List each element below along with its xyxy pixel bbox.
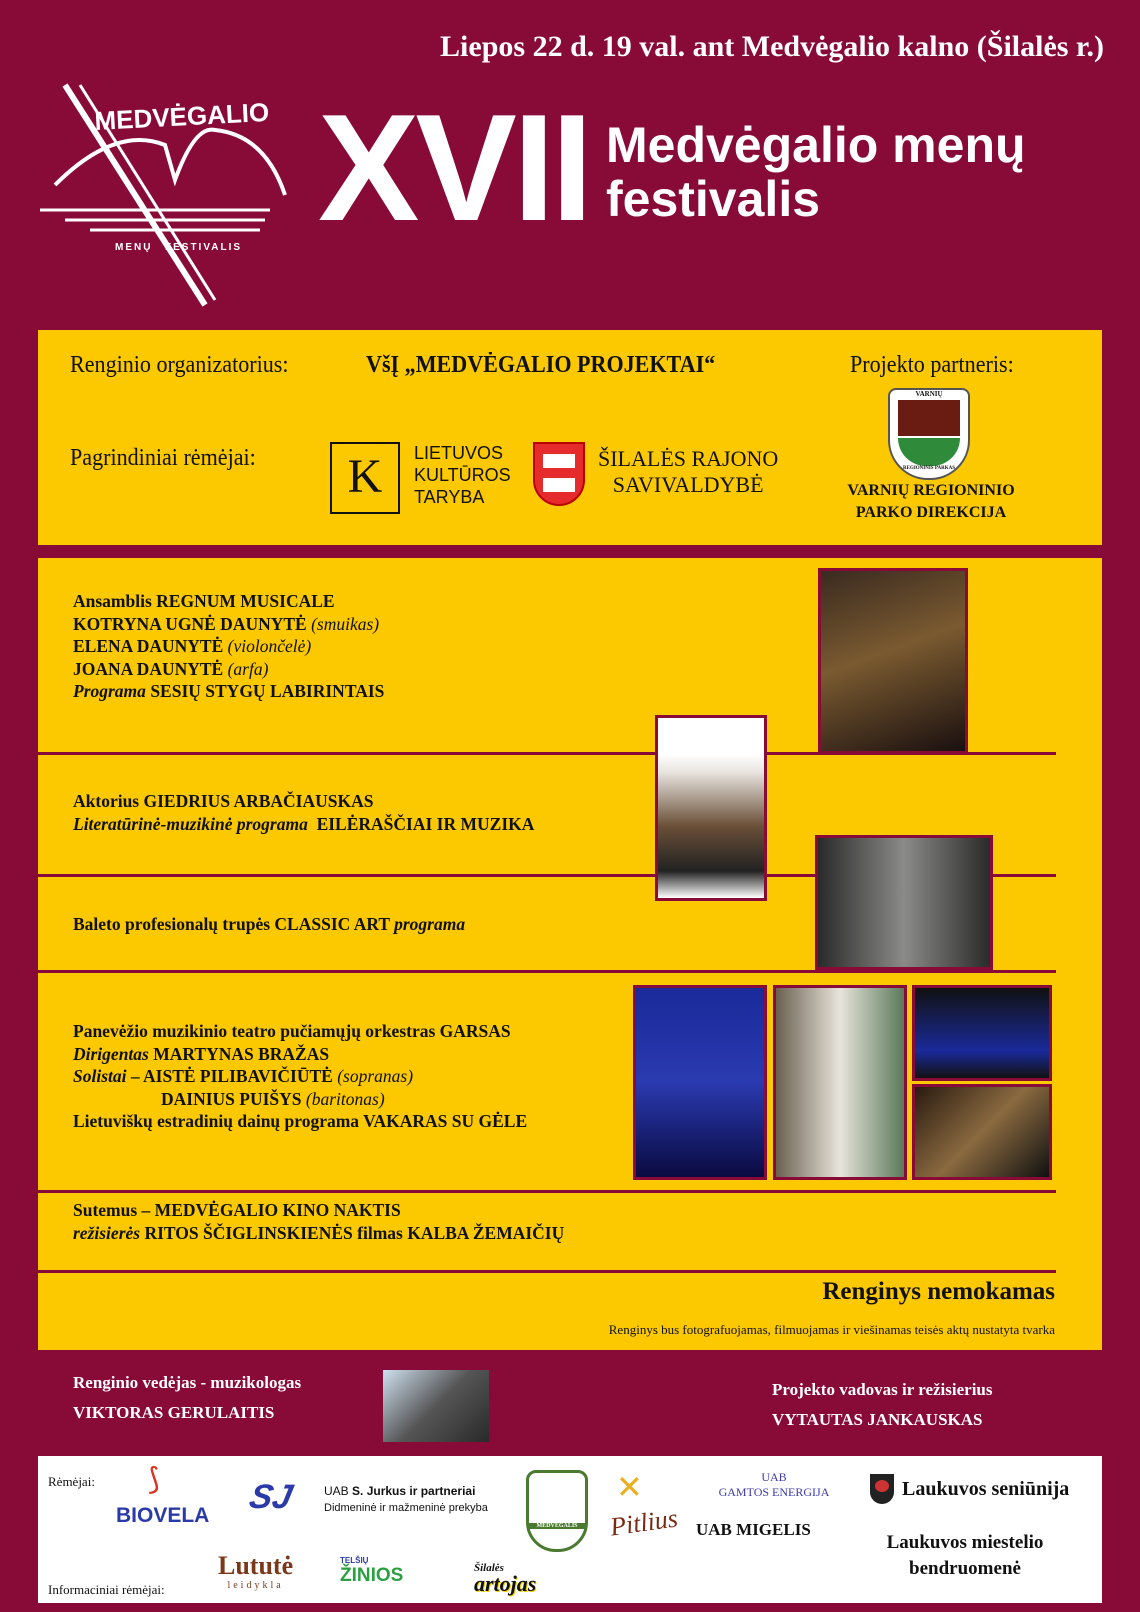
telsiu-title: ŽINIOS — [340, 1565, 404, 1586]
role-label: Dirigentas — [73, 1043, 149, 1064]
role-label: Solistai — [73, 1066, 127, 1086]
performer: DAINIUS PUIŠYS — [161, 1088, 302, 1109]
photo-regnum-musicale — [818, 568, 968, 754]
lkt-line: LIETUVOS — [414, 443, 504, 463]
logo-word: MEDVĖGALIO — [93, 96, 270, 136]
program-line: Panevėžio muzikinio teatro pučiamųjų orkestras GARSAS — [73, 1021, 511, 1041]
jurkus-name — [324, 1484, 475, 1498]
gamtos-energija — [694, 1470, 854, 1500]
date-location: Liepos 22 d. 19 val. ant Medvėgalio kalno (Šilalės r.) — [440, 30, 1104, 63]
voice: (baritonas) — [305, 1088, 385, 1109]
laukuva-seniunija: Laukuvos seniūnija — [902, 1478, 1070, 1500]
photo-giedrius-arbaciauskas — [655, 715, 767, 901]
performer: MARTYNAS BRAŽAS — [153, 1043, 330, 1064]
program-item-kino-naktis — [73, 1199, 564, 1244]
main-sponsors-label: Pagrindiniai rėmėjai: — [70, 445, 256, 471]
director-name: VYTAUTAS JANKAUSKAS — [772, 1410, 983, 1429]
community-line: Laukuvos miestelio — [886, 1532, 1044, 1553]
program-title: RITOS ŠČIGLINSKIENĖS filmas KALBA ŽEMAIČIŲ — [144, 1222, 565, 1243]
lutute-sub: leidykla — [227, 1580, 284, 1591]
divider — [38, 1270, 1056, 1273]
instrument: (violončelė) — [227, 636, 312, 656]
biovela-logo: BIOVELA — [116, 1504, 210, 1527]
biovela-deer-icon: ⟆ — [148, 1463, 160, 1496]
program-line: Baleto profesionalų trupės CLASSIC ART — [73, 914, 390, 934]
organizers-panel — [38, 330, 1102, 545]
logo-word: MENŲ — [115, 242, 153, 253]
lkt-line: KULTŪROS — [414, 465, 511, 485]
divider — [38, 970, 1056, 973]
photo-viktoras-gerulaitis — [383, 1370, 489, 1442]
free-entry: Renginys nemokamas — [822, 1278, 1055, 1305]
lkt-letter: K — [347, 450, 383, 503]
gamtos-line: UAB — [761, 1470, 787, 1484]
program-label: Programa — [73, 681, 146, 701]
silales-artojas-logo — [474, 1562, 536, 1594]
partner-name — [833, 480, 1029, 524]
program-panel — [38, 558, 1102, 1350]
program-item-classic-art — [73, 913, 465, 936]
jurkus-logo: SJ — [246, 1478, 296, 1516]
photo-dainius-puisys — [912, 1084, 1052, 1180]
medvegalis-logo — [526, 1470, 588, 1552]
migelis: UAB MIGELIS — [696, 1520, 811, 1539]
title-line: Medvėgalio menų — [606, 117, 1026, 173]
silale-name — [598, 446, 778, 498]
performer: JOANA DAUNYTĖ — [73, 658, 224, 679]
program-label: programa — [394, 914, 466, 934]
silale-line: ŠILALĖS RAJONO — [598, 446, 779, 471]
program-item-regnum-musicale — [73, 590, 384, 703]
host-label: Renginio vedėjas - muzikologas — [73, 1373, 302, 1392]
host-name: VIKTORAS GERULAITIS — [73, 1403, 275, 1422]
telsiu-top: TELŠIŲ — [340, 1556, 369, 1565]
lutute-logo — [218, 1552, 293, 1591]
partner-label: Projekto partneris: — [850, 352, 1014, 378]
photo-martynas-brazas — [633, 985, 767, 1180]
divider — [38, 1190, 1056, 1193]
program-item-garsas — [73, 1020, 527, 1133]
photo-aiste-pilibaviciute — [773, 985, 907, 1180]
artojas-title: artojas — [474, 1571, 537, 1596]
partner-line: PARKO DIREKCIJA — [855, 504, 1007, 521]
laukuva-coat-of-arms-icon — [870, 1474, 894, 1504]
performer: ELENA DAUNYTĖ — [73, 636, 224, 656]
title-line: festivalis — [606, 171, 821, 227]
lkt-name — [414, 442, 511, 508]
program-line: Lietuviškų estradinių dainų programa VAKARAS SU GĖLE — [73, 1111, 528, 1131]
program-item-arbaciauskas — [73, 790, 534, 835]
festival-title — [606, 118, 1026, 226]
windmill-icon: ✕ — [616, 1469, 643, 1505]
laukuva-community — [860, 1530, 1070, 1582]
organizer-name: VšĮ „MEDVĖGALIO PROJEKTAI“ — [366, 352, 716, 378]
sponsors-panel — [38, 1456, 1102, 1603]
instrument: (smuikas) — [311, 613, 380, 634]
artojas-top: Šilalės — [474, 1562, 504, 1574]
partner-line: VARNIŲ REGIONINIO — [847, 482, 1015, 499]
photo-classic-art — [815, 835, 993, 970]
festival-logo — [35, 75, 315, 310]
sponsors-label: Rėmėjai: — [48, 1474, 95, 1489]
lutute-title: Lututė — [218, 1551, 294, 1580]
filming-notice: Renginys bus fotografuojamas, filmuojamas ir viešinamas teisės aktų nustatyta tvarka — [608, 1322, 1055, 1337]
community-line: bendruomenė — [909, 1558, 1021, 1579]
lkt-logo — [330, 442, 400, 514]
jurkus-title: S. Jurkus ir partneriai — [352, 1484, 476, 1498]
program-title: SESIŲ STYGŲ LABIRINTAIS — [150, 681, 385, 701]
logo-word: FESTIVALIS — [165, 242, 243, 253]
voice: (sopranas) — [337, 1066, 414, 1086]
performer: KOTRYNA UGNĖ DAUNYTĖ — [73, 613, 307, 634]
program-title: EILĖRAŠČIAI IR MUZIKA — [316, 813, 535, 834]
info-sponsors-label: Informaciniai rėmėjai: — [48, 1582, 165, 1597]
program-line: Aktorius GIEDRIUS ARBAČIAUSKAS — [73, 791, 374, 811]
role-label: režisierės — [73, 1222, 141, 1243]
program-label: Literatūrinė-muzikinė programa — [73, 813, 308, 834]
program-line: Sutemus – MEDVĖGALIO KINO NAKTIS — [73, 1200, 401, 1220]
silale-line: SAVIVALDYBĖ — [612, 472, 764, 497]
director-label: Projekto vadovas ir režisierius — [772, 1380, 993, 1399]
performer: – AISTĖ PILIBAVIČIŪTĖ — [130, 1066, 333, 1086]
instrument: (arfa) — [227, 658, 269, 679]
pitlius-logo: Pitlius — [608, 1503, 680, 1542]
badge-text: VARNIŲ — [915, 390, 943, 398]
photo-orchestra-garsas — [912, 985, 1052, 1081]
organizer-label: Renginio organizatorius: — [70, 352, 289, 378]
lkt-line: TARYBA — [414, 487, 485, 507]
varniu-park-badge-icon — [888, 388, 970, 480]
silale-coat-of-arms-icon — [533, 442, 585, 506]
jurkus-prefix: UAB — [324, 1484, 349, 1498]
medvegalis-text: MEDVĖGALIS — [529, 1523, 585, 1529]
gamtos-line: GAMTOS ENERGIJA — [718, 1485, 830, 1499]
badge-text: REGIONINIS PARKAS — [903, 466, 955, 471]
telsiu-zinios-logo — [340, 1556, 403, 1587]
jurkus-subtitle: Didmeninė ir mažmeninė prekyba — [324, 1502, 488, 1514]
edition-number: XVII — [318, 83, 590, 253]
program-line: Ansamblis REGNUM MUSICALE — [73, 591, 335, 611]
